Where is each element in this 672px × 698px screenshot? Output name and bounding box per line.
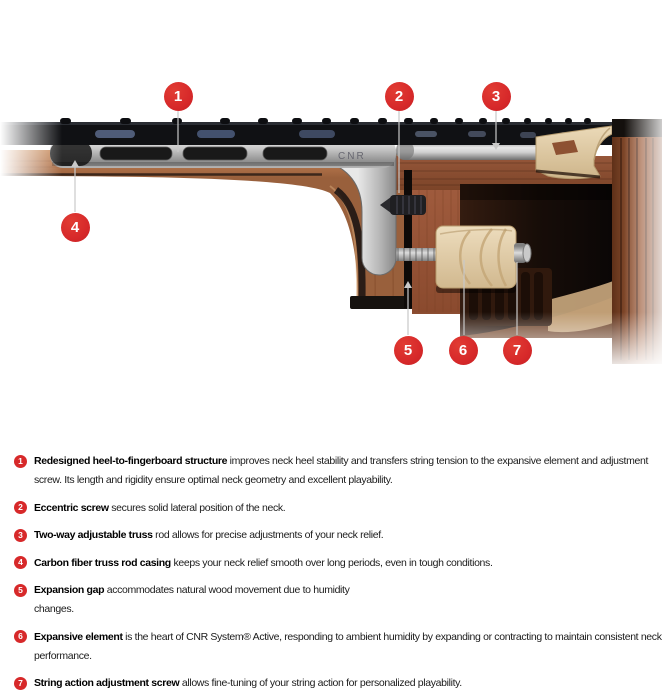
legend-term: Eccentric screw [34, 501, 109, 514]
legend-desc: is the heart of CNR System® Active, responding to ambient humidity by expanding or contracting to maintain consistent neck performance. [34, 630, 662, 662]
legend-desc: keeps your neck relief smooth over long periods, even in tough conditions. [170, 556, 493, 569]
legend-desc: allows fine-tuning of your string action for personalized playability. [179, 677, 462, 689]
legend-term: Expansion gap [34, 584, 105, 596]
fingerboard [0, 118, 614, 145]
marker-6: 6 [449, 336, 478, 365]
marker-5: 5 [394, 336, 423, 365]
legend-term: Expansive element [34, 630, 123, 643]
adjustment-screw-head [514, 243, 531, 263]
legend-num-badge: 3 [14, 529, 27, 542]
legend-item-5 [14, 581, 668, 619]
expansive-element [436, 226, 516, 293]
legend-desc: secures solid lateral position of the neck. [108, 501, 286, 514]
legend-num-badge: 2 [14, 501, 27, 514]
cnr-engraving: CNR [338, 151, 366, 162]
legend-item-1 [14, 452, 668, 490]
legend [0, 440, 672, 693]
legend-item-3 [14, 526, 668, 545]
legend-num-badge: 5 [14, 584, 27, 597]
legend-num-badge: 4 [14, 556, 27, 569]
legend-term: String action adjustment screw [34, 677, 180, 689]
legend-term: Carbon fiber truss rod casing [34, 556, 171, 569]
legend-item-7 [14, 674, 668, 693]
legend-num-badge: 7 [14, 677, 27, 690]
marker-3: 3 [482, 82, 511, 111]
legend-item-4 [14, 554, 668, 573]
legend-item-2 [14, 499, 668, 518]
legend-desc: rod allows for precise adjustments of your neck relief. [152, 529, 384, 541]
marker-1: 1 [164, 82, 193, 111]
marker-7: 7 [503, 336, 532, 365]
marker-4: 4 [61, 213, 90, 242]
legend-num-badge: 1 [14, 455, 27, 468]
legend-desc: improves neck heel stability and transfers string tension to the expansive element and adjustment screw. Its length and rigidity ensure optimal neck geometry and excellent playability. [34, 455, 649, 486]
legend-item-6 [14, 628, 668, 666]
marker-2: 2 [385, 82, 414, 111]
legend-term: Redesigned heel-to-fingerboard structure [34, 455, 228, 467]
left-fade [0, 95, 62, 385]
legend-num-badge: 6 [14, 630, 27, 643]
legend-desc: accommodates natural wood movement due to humidity changes. [34, 584, 350, 615]
legend-term: Two-way adjustable truss [34, 529, 153, 541]
